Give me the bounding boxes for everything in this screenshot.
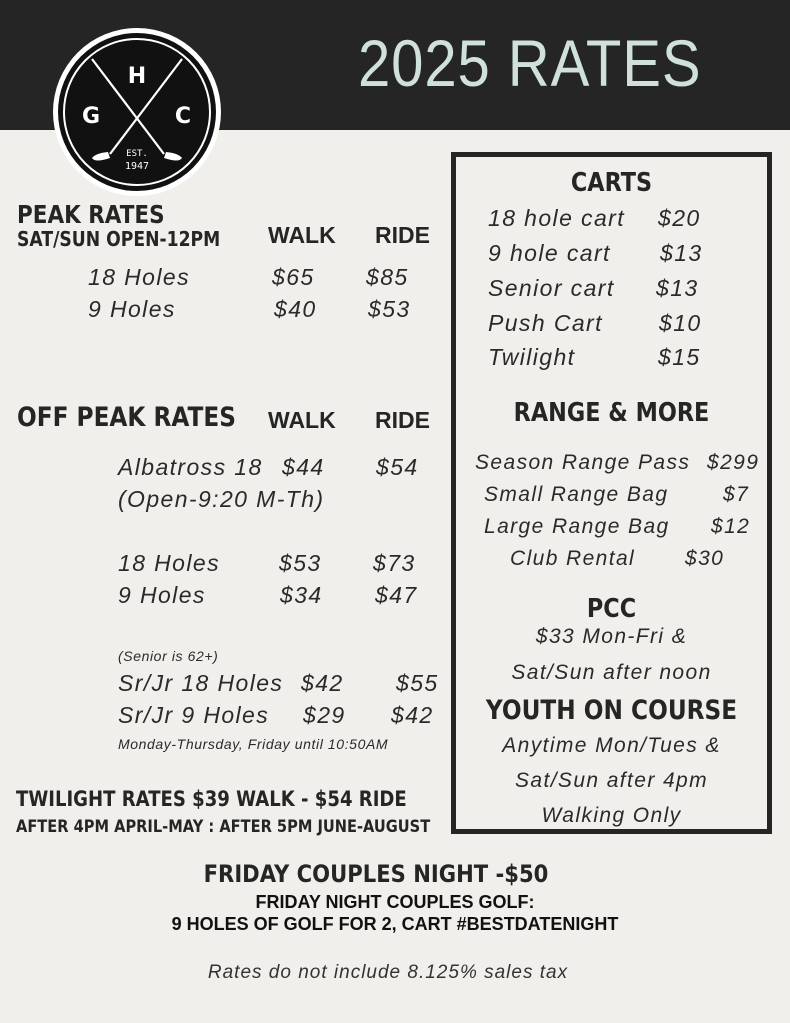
senior-row-ride: $42 bbox=[391, 702, 434, 728]
senior-row-name: Sr/Jr 9 Holes bbox=[118, 702, 270, 728]
logo-letter-c: C bbox=[174, 104, 192, 129]
offpeak-row-walk: $53 bbox=[279, 550, 322, 576]
albatross-ride: $54 bbox=[376, 454, 419, 480]
offpeak-row-ride: $73 bbox=[373, 550, 416, 576]
friday-title: FRIDAY COUPLES NIGHT -$50 bbox=[203, 860, 549, 888]
range-row-price: $7 bbox=[723, 483, 750, 506]
senior-row-walk: $29 bbox=[303, 702, 346, 728]
cart-row-price: $15 bbox=[658, 344, 701, 370]
pcc-title-wrap bbox=[456, 596, 767, 622]
range-row-name: Club Rental bbox=[510, 547, 636, 570]
peak-rates-subtitle: SAT/SUN OPEN-12PM bbox=[17, 227, 221, 251]
range-title: RANGE & MORE bbox=[513, 398, 710, 428]
cart-row-name: 9 hole cart bbox=[488, 240, 611, 266]
cart-row-price: $10 bbox=[659, 310, 702, 336]
senior-row-ride: $55 bbox=[396, 670, 439, 696]
club-logo bbox=[52, 27, 222, 197]
pcc-title: PCC bbox=[586, 594, 637, 624]
peak-row-ride: $53 bbox=[368, 296, 411, 322]
youth-line3: Walking Only bbox=[541, 804, 682, 827]
cart-row-name: Twilight bbox=[488, 344, 576, 370]
peak-row-walk: $40 bbox=[274, 296, 317, 322]
range-row-price: $299 bbox=[707, 451, 760, 474]
logo-est: EST. bbox=[126, 149, 148, 159]
peak-row-name: 9 Holes bbox=[88, 296, 176, 322]
range-row-price: $12 bbox=[711, 515, 751, 538]
twilight-hours: AFTER 4PM APRIL-MAY : AFTER 5PM JUNE-AUGUST bbox=[16, 817, 431, 837]
youth-line2: Sat/Sun after 4pm bbox=[514, 769, 709, 792]
friday-line1: FRIDAY NIGHT COUPLES GOLF: bbox=[255, 892, 535, 912]
range-row-price: $30 bbox=[685, 547, 725, 570]
carts-title: CARTS bbox=[570, 168, 653, 198]
peak-row-ride: $85 bbox=[366, 264, 409, 290]
albatross-walk: $44 bbox=[282, 454, 325, 480]
cart-row-name: Senior cart bbox=[488, 275, 615, 301]
youth-title: YOUTH ON COURSE bbox=[485, 695, 738, 726]
range-row-name: Large Range Bag bbox=[484, 515, 670, 538]
offpeak-rates-title: OFF PEAK RATES bbox=[17, 402, 236, 433]
offpeak-ride-header: RIDE bbox=[375, 407, 430, 433]
carts-title-wrap bbox=[456, 170, 767, 196]
peak-ride-header: RIDE bbox=[375, 222, 430, 248]
range-title-wrap bbox=[456, 400, 767, 426]
offpeak-row-walk: $34 bbox=[280, 582, 323, 608]
senior-row-walk: $42 bbox=[301, 670, 344, 696]
friday-title-wrap bbox=[0, 862, 752, 886]
pcc-line2: Sat/Sun after noon bbox=[511, 661, 712, 684]
pcc-line1: $33 Mon-Fri & bbox=[535, 625, 688, 648]
cart-row-price: $13 bbox=[660, 240, 703, 266]
cart-row-price: $20 bbox=[658, 205, 701, 231]
youth-line1: Anytime Mon/Tues & bbox=[502, 734, 721, 757]
twilight-rates: TWILIGHT RATES $39 WALK - $54 RIDE bbox=[16, 787, 407, 811]
range-row-name: Small Range Bag bbox=[484, 483, 669, 506]
peak-row-walk: $65 bbox=[272, 264, 315, 290]
peak-walk-header: WALK bbox=[268, 222, 336, 248]
cart-row-name: 18 hole cart bbox=[488, 205, 625, 231]
senior-note: (Senior is 62+) bbox=[118, 648, 219, 664]
offpeak-walk-header: WALK bbox=[268, 407, 336, 433]
friday-line2: 9 HOLES OF GOLF FOR 2, CART #BESTDATENIGHT bbox=[171, 914, 619, 934]
logo-letter-g: G bbox=[81, 104, 101, 129]
cart-row-price: $13 bbox=[656, 275, 699, 301]
offpeak-row-name: 18 Holes bbox=[118, 550, 220, 576]
offpeak-row-ride: $47 bbox=[375, 582, 418, 608]
offpeak-row-name: 9 Holes bbox=[118, 582, 206, 608]
page-title: 2025 RATES bbox=[358, 26, 702, 100]
youth-title-wrap bbox=[456, 697, 767, 724]
albatross-note: (Open-9:20 M-Th) bbox=[118, 486, 325, 512]
peak-row-name: 18 Holes bbox=[88, 264, 190, 290]
range-row-name: Season Range Pass bbox=[475, 451, 691, 474]
logo-year: 1947 bbox=[124, 161, 150, 172]
cart-row-name: Push Cart bbox=[488, 310, 603, 336]
peak-rates-title: PEAK RATES bbox=[17, 200, 165, 229]
albatross-name: Albatross 18 bbox=[118, 454, 263, 480]
tax-note: Rates do not include 8.125% sales tax bbox=[207, 962, 569, 983]
senior-row-name: Sr/Jr 18 Holes bbox=[118, 670, 284, 696]
logo-letter-h: H bbox=[127, 64, 147, 89]
days-note: Monday-Thursday, Friday until 10:50AM bbox=[118, 736, 389, 752]
